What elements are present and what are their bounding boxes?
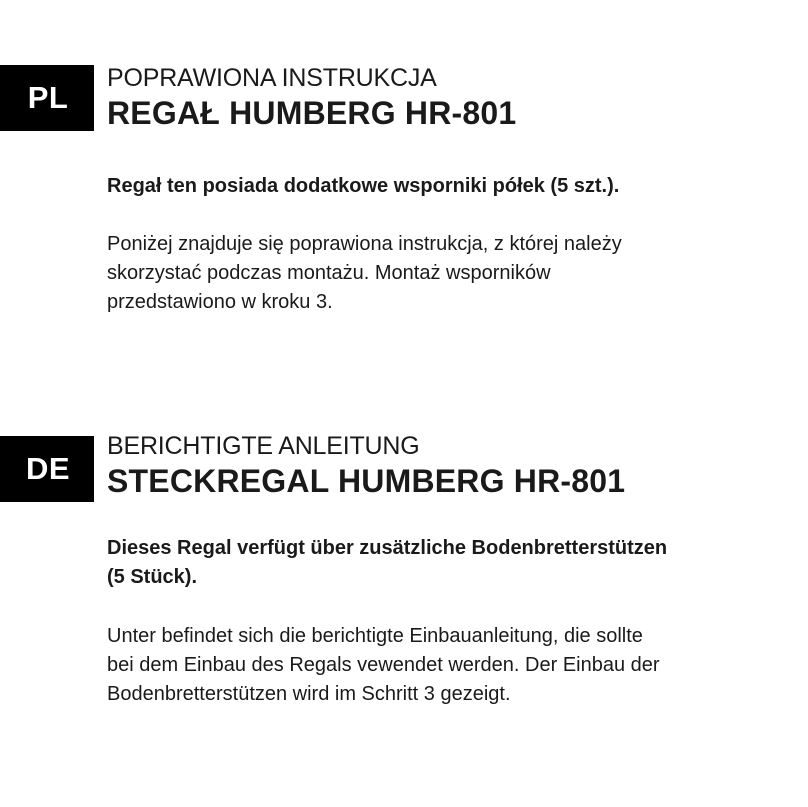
lead-text-pl: Regał ten posiada dodatkowe wsporniki półek (5 szt.). <box>107 175 620 197</box>
header-de <box>107 432 767 500</box>
body-pl <box>107 230 767 317</box>
lead-de <box>107 534 767 592</box>
subtitle-pl: POPRAWIONA INSTRUKCJA <box>107 64 437 92</box>
header-pl <box>107 64 767 132</box>
lead-line-de-1: Dieses Regal verfügt über zusätzliche Bodenbretterstützen <box>107 537 668 559</box>
language-badge-pl: PL <box>0 65 94 131</box>
title-de: STECKREGAL HUMBERG HR-801 <box>107 463 626 499</box>
body-line-de-1: Unter befindet sich die berichtigte Einbauanleitung, die sollte <box>107 625 643 647</box>
lead-line-de-2: (5 Stück). <box>107 566 198 588</box>
body-line-de-3: Bodenbretterstützen wird im Schritt 3 gezeigt. <box>107 683 511 705</box>
language-badge-de: DE <box>0 436 94 502</box>
body-line-pl-3: przedstawiono w kroku 3. <box>107 291 333 313</box>
body-line-pl-1: Poniżej znajduje się poprawiona instrukcja, z której należy <box>107 233 622 255</box>
body-line-de-2: bei dem Einbau des Regals vewendet werden. Der Einbau der <box>107 654 660 676</box>
body-de <box>107 622 767 709</box>
subtitle-de: BERICHTIGTE ANLEITUNG <box>107 432 420 460</box>
body-line-pl-2: skorzystać podczas montażu. Montaż wsporników <box>107 262 551 284</box>
lead-pl <box>107 172 767 201</box>
title-pl: REGAŁ HUMBERG HR-801 <box>107 95 517 131</box>
